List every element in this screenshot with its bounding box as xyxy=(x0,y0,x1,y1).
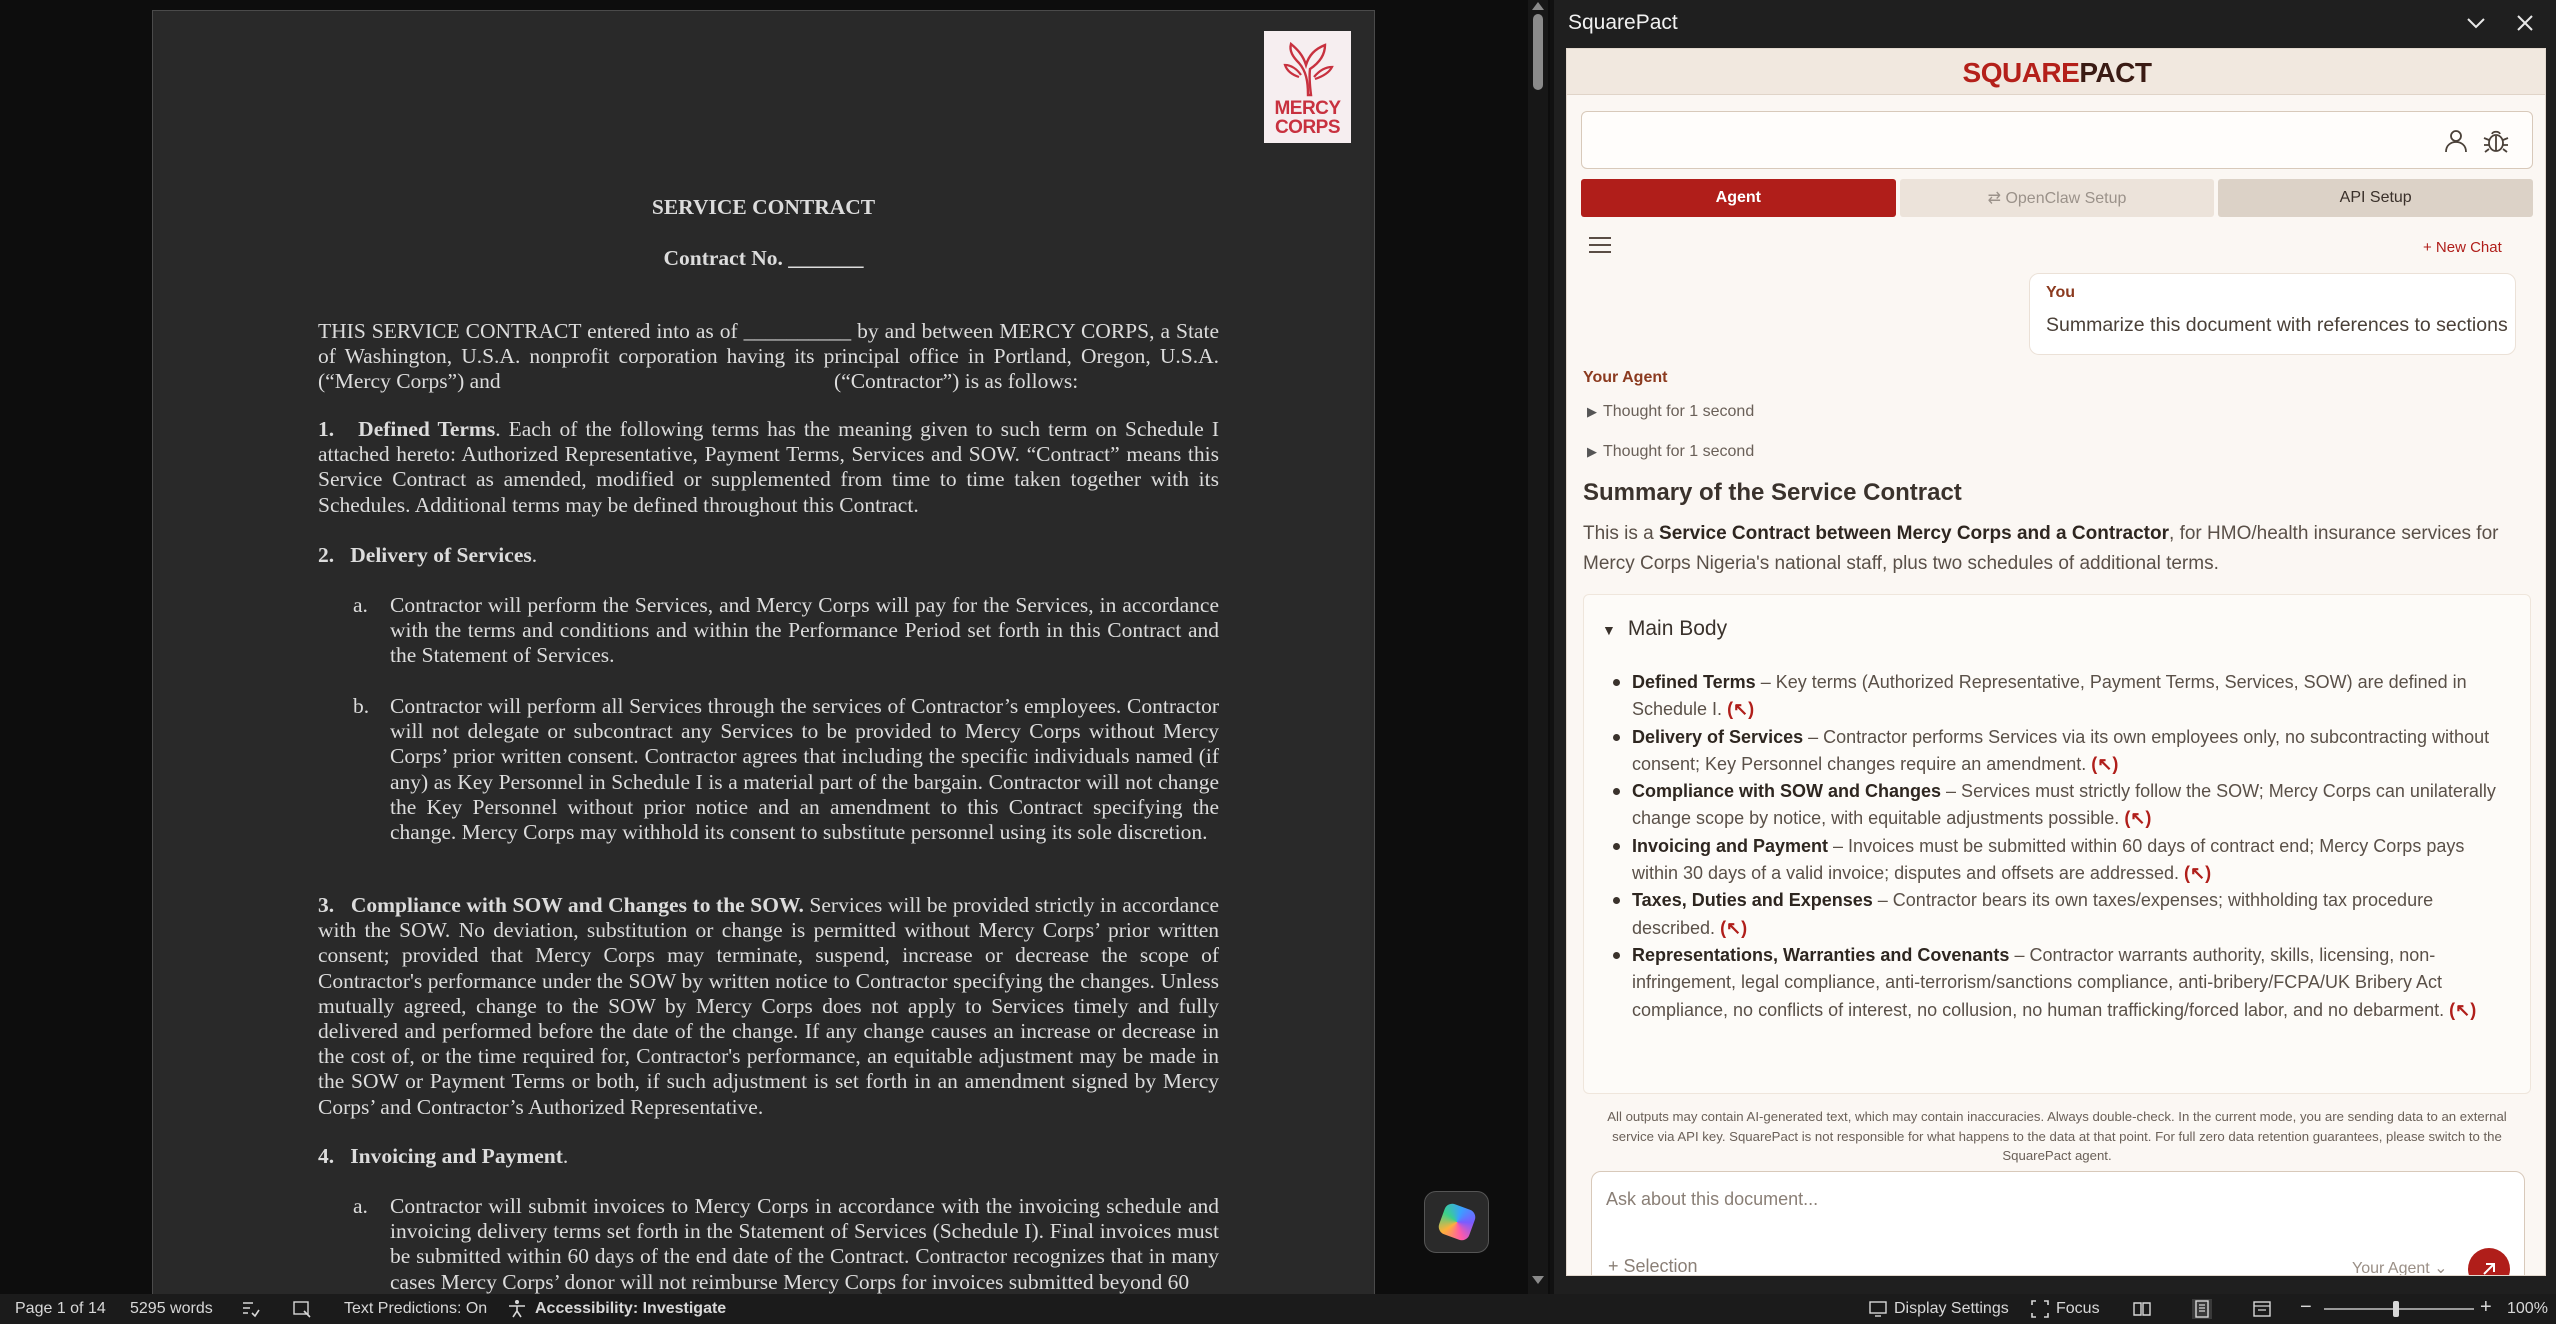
close-icon[interactable] xyxy=(2516,14,2534,32)
copilot-icon xyxy=(1436,1201,1477,1242)
section-reference-link[interactable]: (↖) xyxy=(1727,699,1755,720)
top-input-bar[interactable] xyxy=(1581,111,2533,169)
accessibility-status[interactable]: Accessibility: Investigate xyxy=(535,1300,727,1317)
summary-intro xyxy=(1583,519,2533,579)
logo-line2: CORPS xyxy=(1274,117,1341,138)
send-button[interactable] xyxy=(2468,1248,2510,1276)
send-arrow-icon xyxy=(2480,1260,2498,1276)
ask-document-input[interactable] xyxy=(1606,1184,2506,1214)
summary-bullet-list xyxy=(1612,669,2502,1024)
bullet-text: – Contractor bears its own taxes/expenses; withholding tax procedure described. xyxy=(1632,890,2434,938)
print-layout-icon[interactable] xyxy=(2192,1299,2212,1319)
intro-line-2: of Washington, U.S.A. nonprofit corporation having its principal office in Portland, Oregon, U.S.A. xyxy=(318,344,1219,369)
ai-disclaimer: All outputs may contain AI-generated text, which may contain inaccuracies. Always double-check. In the current mode, you are sending data to an external service via API key. SquarePact is not responsible for what happens to the data at that point. For full zero data retention guarantees, please switch to the SquarePact agent. xyxy=(1607,1109,2507,1163)
section-2b-text: Contractor will perform all Services through the services of Contractor’s employees. Contractor will not delegate or subcontract any Services to be provided to Mercy Corps without Mercy Corps’ prior written consent. Contractor agrees that including the specific individuals named (if any) as Key Personnel in Schedule I is a material part of the bargain. Contractor will not change the Key Personnel without prior notice and an amendment to this Contract specifying the change. Mercy Corps may withhold its consent to substitute personnel using its sole discretion. xyxy=(390,694,1219,845)
brand-part-a: SQUARE xyxy=(1962,57,2080,88)
zoom-in-button[interactable]: + xyxy=(2480,1296,2492,1318)
brand-bar xyxy=(1567,49,2546,95)
section-4a-text: Contractor will submit invoices to Mercy Corps in accordance with the invoicing schedule and invoicing delivery terms set forth in the Statement of Services (Schedule I). Final invoices must be submitted within 60 days of the end date of the Contract. Contractor recognizes that in many cases Mercy Corps’ donor will not reimburse Mercy Corps for invoices submitted beyond 60 xyxy=(390,1194,1219,1294)
agent-label: Your Agent xyxy=(1583,369,1668,386)
summary-intro-post: , for HMO/health insurance services for Mercy Corps Nigeria's national staff, plus two schedules of additional terms. xyxy=(1583,523,2499,574)
section-reference-link[interactable]: (↖) xyxy=(2184,863,2212,884)
hamburger-menu-icon[interactable] xyxy=(1589,237,1611,255)
bullet-text: – Services must strictly follow the SOW; Mercy Corps can unilaterally change scope by notice, with equitable adjustments possible. xyxy=(1632,781,2496,829)
panel-title: SquarePact xyxy=(1568,11,1678,34)
proofing-icon[interactable] xyxy=(240,1299,260,1319)
zoom-slider-thumb[interactable] xyxy=(2393,1301,2399,1317)
section-2a-label: a. xyxy=(353,593,368,617)
main-body-section xyxy=(1583,594,2531,1094)
section-reference-link[interactable]: (↖) xyxy=(2124,808,2152,829)
expand-triangle-icon: ▶ xyxy=(1587,404,1597,419)
user-icon[interactable] xyxy=(2443,128,2469,154)
section-2a-text: Contractor will perform the Services, and Mercy Corps will pay for the Services, in accordance with the terms and conditions and within the Performance Period set forth in this Contract and the Statement of Services. xyxy=(390,593,1219,668)
zoom-slider-track[interactable] xyxy=(2324,1308,2474,1310)
summary-bullet xyxy=(1612,942,2502,1024)
logo-line1: MERCY xyxy=(1274,98,1341,119)
copilot-button[interactable] xyxy=(1424,1191,1489,1253)
document-scrollbar[interactable] xyxy=(1528,0,1548,1294)
section-1 xyxy=(318,417,1219,518)
word-count[interactable]: 5295 words xyxy=(130,1300,213,1317)
summary-bullet xyxy=(1612,669,2502,724)
scroll-down-icon[interactable] xyxy=(1532,1276,1544,1284)
read-mode-icon[interactable] xyxy=(2132,1299,2152,1319)
section-2b-label: b. xyxy=(353,694,370,718)
user-message xyxy=(2029,273,2516,355)
bullet-title: Delivery of Services xyxy=(1632,726,1804,747)
section-1-heading: Defined Terms xyxy=(358,417,496,441)
bullet-title: Compliance with SOW and Changes xyxy=(1632,781,1942,802)
section-4a-label: a. xyxy=(353,1194,368,1218)
mercy-corps-logo xyxy=(1264,31,1351,143)
thought-label-1: Thought for 1 second xyxy=(1603,403,1755,420)
section-2: 2. Delivery of Services. xyxy=(318,543,538,567)
collapse-triangle-icon: ▼ xyxy=(1602,622,1616,638)
text-predictions-icon[interactable] xyxy=(292,1299,312,1319)
summary-bullet xyxy=(1612,724,2502,779)
status-bar xyxy=(0,1294,2556,1324)
section-reference-link[interactable]: (↖) xyxy=(2091,753,2119,774)
scrollbar-thumb[interactable] xyxy=(1533,14,1543,90)
agent-selector[interactable]: Your Agent ⌄ xyxy=(2352,1260,2448,1276)
tab-openclaw-setup[interactable]: ⇄ OpenClaw Setup xyxy=(1900,179,2215,217)
user-message-sender: You xyxy=(2046,284,2076,301)
summary-bullet xyxy=(1612,778,2502,833)
summary-bullet xyxy=(1612,887,2502,942)
section-2-number: 2. xyxy=(318,543,335,567)
scroll-up-icon[interactable] xyxy=(1532,2,1544,10)
display-settings-button[interactable]: Display Settings xyxy=(1894,1300,2009,1317)
summary-bullet xyxy=(1612,833,2502,888)
user-message-text: Summarize this document with references to sections xyxy=(2046,314,2508,336)
main-body-toggle[interactable] xyxy=(1602,617,1727,641)
section-3-number: 3. xyxy=(318,893,335,917)
expand-triangle-icon: ▶ xyxy=(1587,444,1597,459)
intro-paragraph xyxy=(318,319,1219,394)
panel-body xyxy=(1566,48,2546,1276)
thought-toggle-2[interactable] xyxy=(1587,443,1754,461)
bullet-text: – Contractor warrants authority, skills, licensing, non-infringement, legal compliance, anti-terrorism/sanctions compliance, anti-bribery/FCPA/UK Bribery Act compliance, no conflicts of interest, no collusion, no human trafficking/forced labor, and no debarment. xyxy=(1632,944,2450,1020)
focus-button[interactable]: Focus xyxy=(2056,1300,2100,1317)
section-2-heading: Delivery of Services xyxy=(350,543,532,567)
panel-header xyxy=(1554,0,2556,48)
focus-icon[interactable] xyxy=(2030,1299,2050,1319)
brand-part-b: PACT xyxy=(2079,57,2152,88)
section-reference-link[interactable]: (↖) xyxy=(2449,999,2477,1020)
section-4-number: 4. xyxy=(318,1144,335,1168)
document-title: SERVICE CONTRACT xyxy=(651,195,876,219)
mercy-corps-leaf-icon xyxy=(1279,41,1337,97)
section-3-heading: Compliance with SOW and Changes to the SOW. xyxy=(350,893,804,917)
section-3-text: Services will be provided strictly in accordance with the SOW. No deviation, substitution or change is permitted without Mercy Corps’ prior written consent; provided that Mercy Corps may terminate, suspend, increase or decrease the scope of Contractor's performance under the SOW by written notice to Contractor specifying the changes. Unless mutually agreed, change to the SOW by Mercy Corps does not apply to Services timely and fully delivered and performed before the date of the change. If any change causes an increase or decrease in the cost of, or the time required for, Contractor's performance, an equitable adjustment may be made in the SOW or Payment Terms or both, if such adjustment is set forth in an amendment signed by Mercy Corps’ and Contractor’s Authorized Representative. xyxy=(318,893,1219,1119)
bullet-text: – Contractor performs Services via its own employees only, no subcontracting without consent; Key Personnel changes require an amendment. xyxy=(1632,726,2490,774)
bullet-title: Representations, Warranties and Covenants xyxy=(1632,944,2010,965)
section-reference-link[interactable]: (↖) xyxy=(1720,917,1748,938)
bullet-title: Taxes, Duties and Expenses xyxy=(1632,890,1873,911)
new-chat-button[interactable]: + New Chat xyxy=(2423,239,2502,256)
thought-toggle-1[interactable] xyxy=(1587,403,1754,421)
section-3 xyxy=(318,893,1219,1120)
summary-intro-pre: This is a xyxy=(1583,523,1660,544)
add-selection-button[interactable]: + Selection xyxy=(1608,1256,1698,1276)
mode-tabs xyxy=(1581,179,2533,217)
section-4-heading: Invoicing and Payment xyxy=(350,1144,563,1168)
tab-agent[interactable]: Agent xyxy=(1581,179,1896,217)
section-4: 4. Invoicing and Payment. xyxy=(318,1144,569,1168)
contract-number: Contract No. _______ xyxy=(663,246,864,270)
bug-icon[interactable] xyxy=(2482,127,2510,155)
summary-title: Summary of the Service Contract xyxy=(1583,479,1962,506)
tab-api-setup[interactable]: API Setup xyxy=(2218,179,2533,217)
zoom-out-button[interactable]: − xyxy=(2300,1296,2312,1318)
thought-label-2: Thought for 1 second xyxy=(1603,443,1755,460)
intro-line-3a: (“Mercy Corps”) and xyxy=(318,369,501,394)
web-layout-icon[interactable] xyxy=(2252,1299,2272,1319)
bullet-text: – Invoices must be submitted within 60 days of contract end; Mercy Corps pays within 30 days of a valid invoice; disputes and offsets are addressed. xyxy=(1632,835,2465,884)
squarepact-logo xyxy=(1567,57,2546,89)
main-body-heading: Main Body xyxy=(1627,617,1728,640)
bullet-title: Invoicing and Payment xyxy=(1632,835,1829,856)
page-indicator[interactable]: Page 1 of 14 xyxy=(15,1300,106,1317)
squarepact-panel xyxy=(1554,0,2556,1294)
document-page[interactable] xyxy=(152,10,1375,1294)
chat-input-box xyxy=(1591,1171,2525,1276)
section-1-number: 1. xyxy=(318,417,335,441)
intro-line-3b: (“Contractor”) is as follows: xyxy=(834,369,1079,394)
chevron-down-icon[interactable] xyxy=(2466,16,2486,30)
text-predictions-status[interactable]: Text Predictions: On xyxy=(344,1300,488,1317)
accessibility-icon[interactable] xyxy=(507,1299,527,1319)
zoom-level[interactable]: 100% xyxy=(2507,1300,2548,1317)
section-1-text: . Each of the following terms has the meaning given to such term on Schedule I attached hereto: Authorized Representative, Payment Terms, Services and SOW. “Contract” means this Service Contract as amended, modified or supplemented from time to time taken together with its Schedules. Additional terms may be defined throughout this Contract. xyxy=(318,417,1220,517)
bullet-text: – Key terms (Authorized Representative, Payment Terms, Services, SOW) are defined in Schedule I. xyxy=(1632,672,2467,720)
bullet-title: Defined Terms xyxy=(1632,672,1756,692)
intro-line-1: THIS SERVICE CONTRACT entered into as of __________ by and between MERCY CORPS, a State xyxy=(318,319,1219,343)
summary-intro-bold: Service Contract between Mercy Corps and a Contractor xyxy=(1659,523,2170,544)
display-settings-icon[interactable] xyxy=(1868,1299,1888,1319)
